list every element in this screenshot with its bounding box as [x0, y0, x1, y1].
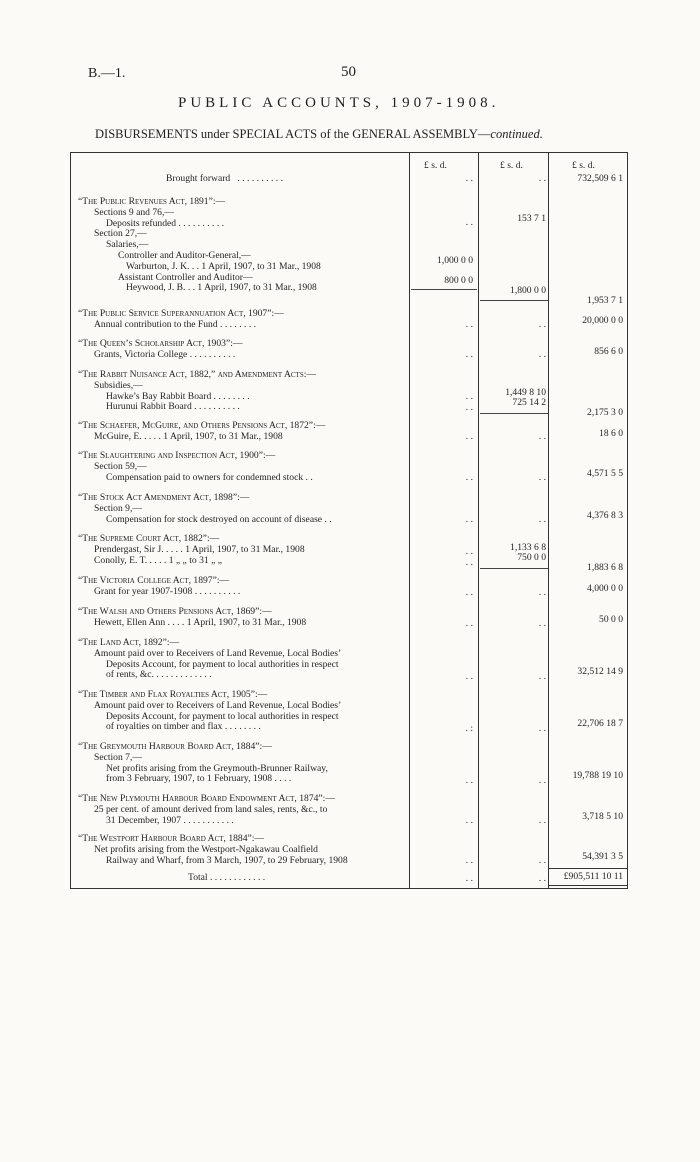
col-divider-1 [409, 152, 410, 888]
new-plymouth-c3: 3,718 5 10 [582, 811, 623, 822]
mcguire-c2: . . [538, 431, 546, 442]
section-line: Section 9,— [94, 502, 142, 514]
section-line: Grant for year 1907-1908 . . . . . . . . . . [94, 585, 241, 597]
section-line: Warburton, J. K. . . 1 April, 1907, to 31 Mar., 1908 [126, 260, 321, 272]
prendergast-c1: . . [465, 546, 473, 557]
hewett-c2: . . [538, 618, 546, 629]
superannuation-c3: 20,000 0 0 [582, 315, 623, 326]
slaughtering-c3: 4,571 5 5 [587, 468, 623, 479]
table-left-rule [70, 152, 71, 888]
brought-forward-c2: . . [538, 173, 546, 184]
section-line: 25 per cent. of amount derived from land sales, rents, &c., to [94, 803, 328, 815]
hewett-c3: 50 0 0 [599, 614, 623, 625]
hurunui-c1: . . [465, 402, 473, 413]
slaughtering-section [78, 451, 408, 483]
warburton-c1: 1,000 0 0 [437, 255, 473, 266]
section-line: Deposits Account, for payment to local authorities in respect [106, 658, 339, 670]
section-title: “The Rabbit Nuisance Act, 1882,” and Amendment Acts:— [78, 369, 316, 380]
public-revenues-total-c3: 1,953 7 1 [587, 295, 623, 306]
section-title: “The Walsh and Others Pensions Act, 1869”:— [78, 606, 272, 617]
scholarship-c3: 856 6 0 [594, 346, 623, 357]
new-plymouth-c1: . . [465, 815, 473, 826]
subtitle-main: DISBURSEMENTS under SPECIAL ACTS of the GENERAL ASSEMBLY— [95, 127, 491, 141]
prendergast-c2: 1,133 6 8 [510, 542, 546, 553]
page-subtitle [95, 127, 543, 142]
section-title: “The Queen’s Scholarship Act, 1903”:— [78, 338, 243, 349]
section-line: Prendergast, Sir J. . . . . 1 April, 1907, to 31 Mar., 1908 [94, 543, 305, 555]
section-line: Compensation paid to owners for condemned stock . . [106, 471, 313, 483]
greymouth-c2: . . [538, 775, 546, 786]
section-line: Controller and Auditor-General,— [118, 249, 251, 261]
westport-c2: . . [538, 855, 546, 866]
slaughtering-c2: . . [538, 472, 546, 483]
victoria-c2: . . [538, 587, 546, 598]
land-c1: . . [465, 671, 473, 682]
section-line: Assistant Controller and Auditor— [118, 271, 253, 283]
section-title: “The Slaughtering and Inspection Act, 1900”:— [78, 450, 276, 461]
section-title: “The Greymouth Harbour Board Act, 1884”:— [78, 741, 272, 752]
timber-c1: . : [465, 723, 473, 734]
hewett-c1: . . [465, 618, 473, 629]
superannuation-c1: . . [465, 319, 473, 330]
stock-c1: . . [465, 514, 473, 525]
land-act-section [78, 638, 408, 681]
column-header-3: £ s. d. [572, 160, 595, 171]
section-line: from 3 February, 1907, to 1 February, 1908 . . . . [106, 773, 292, 785]
page-number: 50 [341, 64, 356, 80]
col-divider-2 [478, 152, 479, 888]
land-c3: 32,512 14 9 [577, 666, 623, 677]
greymouth-c3: 19,788 19 10 [572, 770, 623, 781]
brought-forward-c1: . . [465, 173, 473, 184]
section-title: “The Schaefer, McGuire, and Others Pensions Act, 1872”:— [78, 420, 326, 431]
section-title: “The Public Service Superannuation Act, 1907”:— [78, 308, 284, 319]
hawkes-bay-c1: . . [465, 391, 473, 402]
section-line: 31 December, 1907 . . . . . . . . . . . [106, 814, 234, 826]
stock-c3: 4,376 8 3 [587, 510, 623, 521]
section-title: “The Public Revenues Act, 1891”:— [78, 196, 226, 207]
section-line: Heywood, J. B. . . 1 April, 1907, to 31 Mar., 1908 [126, 282, 317, 294]
total-label: Total . . . . . . . . . . . . [188, 872, 266, 883]
timber-c3: 22,706 18 7 [577, 718, 623, 729]
brought-forward-c3: 732,509 6 1 [577, 173, 623, 184]
scholarship-section [78, 339, 408, 361]
deposits-c2: 153 7 1 [517, 213, 546, 224]
timber-c2: . . [538, 723, 546, 734]
supreme-court-total-c3: 1,883 6 8 [587, 562, 623, 573]
brought-forward-dots: . . . . . . . . . . [237, 173, 283, 184]
section-line: Compensation for stock destroyed on account of disease . . [106, 513, 332, 525]
section-title: “The Westport Harbour Board Act, 1884”:— [78, 833, 265, 844]
heywood-c1: 800 0 0 [444, 275, 473, 286]
subtotal-rule [480, 413, 548, 414]
section-line: Amount paid over to Receivers of Land Revenue, Local Bodies’ [94, 647, 342, 659]
section-line: Grants, Victoria College . . . . . . . . . . [94, 348, 236, 360]
greymouth-c1: . . [465, 775, 473, 786]
superannuation-section [78, 309, 408, 331]
section-line: Amount paid over to Receivers of Land Revenue, Local Bodies’ [94, 699, 342, 711]
westport-section [78, 834, 408, 866]
section-title: “The Supreme Court Act, 1882”:— [78, 533, 220, 544]
table-top-rule [70, 152, 628, 153]
new-plymouth-section [78, 794, 408, 826]
section-line: Net profits arising from the Westport-Ngakawau Coalfield [94, 843, 318, 855]
salaries-subtotal-c2: 1,800 0 0 [510, 285, 546, 296]
section-title: “The Victoria College Act, 1897”:— [78, 575, 230, 586]
conolly-c1: . . [465, 557, 473, 568]
section-line: Annual contribution to the Fund . . . . . . . . [94, 318, 257, 330]
supreme-court-section [78, 534, 408, 566]
section-line: Subsidies,— [94, 379, 143, 391]
scholarship-c1: . . [465, 349, 473, 360]
total-c3: £905,511 10 11 [563, 871, 623, 882]
section-line: Railway and Wharf, from 3 March, 1907, to 29 February, 1908 [106, 854, 348, 866]
victoria-college-section [78, 576, 408, 598]
timber-flax-section [78, 690, 408, 733]
section-line: Hurunui Rabbit Board . . . . . . . . . . [106, 401, 240, 413]
rabbit-total-c3: 2,175 3 0 [587, 407, 623, 418]
section-line: Salaries,— [106, 239, 149, 251]
mcguire-c3: 18 6 0 [599, 428, 623, 439]
section-line: Section 59,— [94, 460, 147, 472]
hurunui-c2: 725 14 2 [512, 397, 546, 408]
section-line: Hewett, Ellen Ann . . . . 1 April, 1907, to 31 Mar., 1908 [94, 616, 307, 628]
deposits-c1: . . [465, 217, 473, 228]
public-revenues-section [78, 197, 408, 294]
new-plymouth-c2: . . [538, 815, 546, 826]
total-rule-top [549, 868, 627, 869]
subtotal-rule [480, 300, 548, 301]
pensions-1872-section [78, 421, 408, 443]
total-c1: . . [465, 873, 473, 884]
section-line: Deposits refunded . . . . . . . . . . [106, 217, 225, 229]
section-line: of royalties on timber and flax . . . . . . . . [106, 721, 261, 733]
subtotal-rule [411, 289, 477, 290]
subtitle-continued: continued. [490, 127, 543, 141]
section-line: Sections 9 and 76,— [94, 206, 174, 218]
section-line: of rents, &c. . . . . . . . . . . . . [106, 669, 212, 681]
table-right-rule [627, 152, 628, 888]
column-header-2: £ s. d. [500, 160, 523, 171]
section-title: “The Timber and Flax Royalties Act, 1905”:— [78, 689, 268, 700]
table-bottom-rule [70, 888, 628, 889]
land-c2: . . [538, 671, 546, 682]
section-line: Net profits arising from the Greymouth-Brunner Railway, [106, 762, 328, 774]
mcguire-c1: . . [465, 431, 473, 442]
stock-act-section [78, 493, 408, 525]
westport-c1: . . [465, 855, 473, 866]
section-title: “The New Plymouth Harbour Board Endowment Act, 1874”:— [78, 793, 335, 804]
section-line: Conolly, E. T. . . . . 1 „ „ to 31 „ „ [94, 554, 222, 566]
victoria-c3: 4,000 0 0 [587, 583, 623, 594]
westport-c3: 54,391 3 5 [582, 851, 623, 862]
brought-forward-row [78, 174, 408, 185]
section-line: Section 7,— [94, 751, 142, 763]
section-title: “The Stock Act Amendment Act, 1898”:— [78, 492, 250, 503]
column-header-1: £ s. d. [424, 160, 447, 171]
section-title: “The Land Act, 1892”:— [78, 637, 180, 648]
section-line: Section 27,— [94, 228, 147, 240]
slaughtering-c1: . . [465, 472, 473, 483]
conolly-c2: 750 0 0 [517, 552, 546, 563]
rabbit-nuisance-section [78, 370, 408, 413]
hawkes-bay-c2: 1,449 8 10 [505, 387, 546, 398]
col-divider-3 [548, 152, 549, 888]
total-c2: . . [538, 873, 546, 884]
section-line: Hawke’s Bay Rabbit Board . . . . . . . . [106, 390, 250, 402]
scholarship-c2: . . [538, 349, 546, 360]
pensions-1869-section [78, 607, 408, 629]
subtotal-rule [480, 568, 548, 569]
page-title: PUBLIC ACCOUNTS, 1907-1908. [178, 95, 500, 111]
greymouth-section [78, 742, 408, 785]
superannuation-c2: . . [538, 319, 546, 330]
document-reference: B.—1. [88, 66, 126, 81]
section-line: McGuire, E. . . . . 1 April, 1907, to 31 Mar., 1908 [94, 430, 283, 442]
victoria-c1: . . [465, 587, 473, 598]
brought-forward-label: Brought forward [166, 173, 231, 184]
total-row [78, 873, 408, 884]
total-rule-double [549, 885, 627, 886]
stock-c2: . . [538, 514, 546, 525]
section-line: Deposits Account, for payment to local authorities in respect [106, 710, 339, 722]
